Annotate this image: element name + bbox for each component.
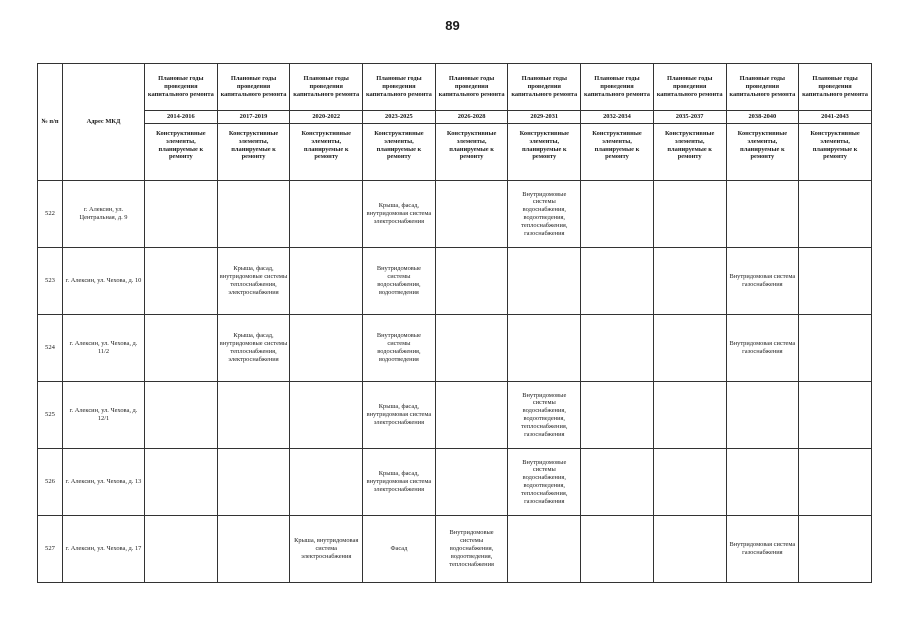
period-years: 2014-2016 [145, 111, 218, 124]
row-cell [508, 248, 581, 315]
row-cell: Крыша, фасад, внутридомовые системы теплоснабжения, электроснабжения [217, 315, 290, 382]
row-cell: Внутридомовые системы водоснабжения, водоотведения [363, 248, 436, 315]
period-title: Плановые годы проведения капитального ремонта [653, 64, 726, 111]
period-years: 2029-2031 [508, 111, 581, 124]
period-title: Плановые годы проведения капитального ремонта [435, 64, 508, 111]
row-address: г. Алексин, ул. Чехова, д. 11/2 [63, 315, 145, 382]
elements-header: Конструктивные элементы, планируемые к ремонту [653, 124, 726, 181]
header-row-periods [38, 64, 872, 111]
row-cell [508, 315, 581, 382]
row-cell [581, 516, 654, 583]
row-cell [581, 315, 654, 382]
table-row [38, 382, 872, 449]
period-years: 2038-2040 [726, 111, 799, 124]
row-cell [290, 248, 363, 315]
period-years: 2032-2034 [581, 111, 654, 124]
row-cell [435, 181, 508, 248]
row-cell [581, 181, 654, 248]
row-number: 525 [38, 382, 63, 449]
table-row [38, 248, 872, 315]
row-cell [799, 248, 872, 315]
row-address: г. Алексин, ул. Чехова, д. 17 [63, 516, 145, 583]
row-cell: Внутридомовая система газоснабжения [726, 315, 799, 382]
row-cell [217, 516, 290, 583]
col-header-address: Адрес МКД [63, 64, 145, 181]
period-years: 2035-2037 [653, 111, 726, 124]
table-row [38, 181, 872, 248]
elements-header: Конструктивные элементы, планируемые к ремонту [290, 124, 363, 181]
row-cell [581, 248, 654, 315]
row-cell [145, 516, 218, 583]
row-cell: Внутридомовые системы водоснабжения, водоотведения, теплоснабжения, газоснабжения [508, 181, 581, 248]
row-cell: Внутридомовая система газоснабжения [726, 248, 799, 315]
row-cell [799, 382, 872, 449]
period-years: 2017-2019 [217, 111, 290, 124]
elements-header: Конструктивные элементы, планируемые к ремонту [435, 124, 508, 181]
row-cell [290, 382, 363, 449]
header-row-elements [38, 124, 872, 181]
row-cell [653, 449, 726, 516]
elements-header: Конструктивные элементы, планируемые к ремонту [363, 124, 436, 181]
row-cell: Внутридомовые системы водоснабжения, водоотведения, теплоснабжения, газоснабжения [508, 382, 581, 449]
row-cell [799, 315, 872, 382]
row-cell: Крыша, внутридомовая система электроснабжения [290, 516, 363, 583]
row-cell [726, 382, 799, 449]
row-cell [217, 382, 290, 449]
period-years: 2023-2025 [363, 111, 436, 124]
table-row [38, 449, 872, 516]
period-title: Плановые годы проведения капитального ремонта [217, 64, 290, 111]
capital-repair-schedule-table [37, 63, 872, 583]
row-address: г. Алексин, ул. Чехова, д. 10 [63, 248, 145, 315]
elements-header: Конструктивные элементы, планируемые к ремонту [508, 124, 581, 181]
col-header-number: № п/п [38, 64, 63, 181]
elements-header: Конструктивные элементы, планируемые к ремонту [145, 124, 218, 181]
row-cell: Внутридомовая система газоснабжения [726, 516, 799, 583]
period-title: Плановые годы проведения капитального ремонта [799, 64, 872, 111]
row-cell: Фасад [363, 516, 436, 583]
row-cell [799, 449, 872, 516]
row-cell: Крыша, фасад, внутридомовая система электроснабжения [363, 181, 436, 248]
row-cell [435, 315, 508, 382]
row-number: 524 [38, 315, 63, 382]
row-cell [145, 181, 218, 248]
page-number: 89 [445, 18, 460, 33]
row-cell [653, 248, 726, 315]
row-address: г. Алексин, ул. Чехова, д. 12/1 [63, 382, 145, 449]
elements-header: Конструктивные элементы, планируемые к ремонту [799, 124, 872, 181]
row-cell [435, 449, 508, 516]
row-cell [145, 248, 218, 315]
row-cell [145, 449, 218, 516]
period-years: 2026-2028 [435, 111, 508, 124]
elements-header: Конструктивные элементы, планируемые к ремонту [581, 124, 654, 181]
row-cell [145, 315, 218, 382]
row-cell: Крыша, фасад, внутридомовая система электроснабжения [363, 382, 436, 449]
row-cell: Крыша, фасад, внутридомовые системы теплоснабжения, электроснабжения [217, 248, 290, 315]
row-cell [290, 181, 363, 248]
row-cell [653, 315, 726, 382]
row-cell [435, 248, 508, 315]
row-cell [435, 382, 508, 449]
row-cell: Внутридомовые системы водоснабжения, водоотведения, теплоснабжения, газоснабжения [508, 449, 581, 516]
row-cell [145, 382, 218, 449]
elements-header: Конструктивные элементы, планируемые к ремонту [726, 124, 799, 181]
period-title: Плановые годы проведения капитального ремонта [290, 64, 363, 111]
period-title: Плановые годы проведения капитального ремонта [145, 64, 218, 111]
row-cell [653, 516, 726, 583]
table-row [38, 516, 872, 583]
row-cell [217, 449, 290, 516]
row-address: г. Алексин, ул. Чехова, д. 13 [63, 449, 145, 516]
period-years: 2020-2022 [290, 111, 363, 124]
period-title: Плановые годы проведения капитального ремонта [363, 64, 436, 111]
period-title: Плановые годы проведения капитального ремонта [581, 64, 654, 111]
row-number: 527 [38, 516, 63, 583]
period-title: Плановые годы проведения капитального ремонта [726, 64, 799, 111]
row-number: 526 [38, 449, 63, 516]
row-cell [508, 516, 581, 583]
row-number: 522 [38, 181, 63, 248]
row-cell [290, 315, 363, 382]
header-row-years [38, 111, 872, 124]
row-cell [799, 181, 872, 248]
row-number: 523 [38, 248, 63, 315]
elements-header: Конструктивные элементы, планируемые к ремонту [217, 124, 290, 181]
period-years: 2041-2043 [799, 111, 872, 124]
row-cell [290, 449, 363, 516]
period-title: Плановые годы проведения капитального ремонта [508, 64, 581, 111]
row-address: г. Алексин, ул. Центральная, д. 9 [63, 181, 145, 248]
row-cell [217, 181, 290, 248]
row-cell [799, 516, 872, 583]
row-cell [653, 181, 726, 248]
table-row [38, 315, 872, 382]
row-cell: Внутридомовые системы водоснабжения, водоотведения [363, 315, 436, 382]
row-cell [581, 382, 654, 449]
row-cell: Внутридомовые системы водоснабжения, водоотведения, теплоснабжения [435, 516, 508, 583]
row-cell [726, 449, 799, 516]
row-cell [726, 181, 799, 248]
row-cell [581, 449, 654, 516]
row-cell: Крыша, фасад, внутридомовая система электроснабжения [363, 449, 436, 516]
row-cell [653, 382, 726, 449]
